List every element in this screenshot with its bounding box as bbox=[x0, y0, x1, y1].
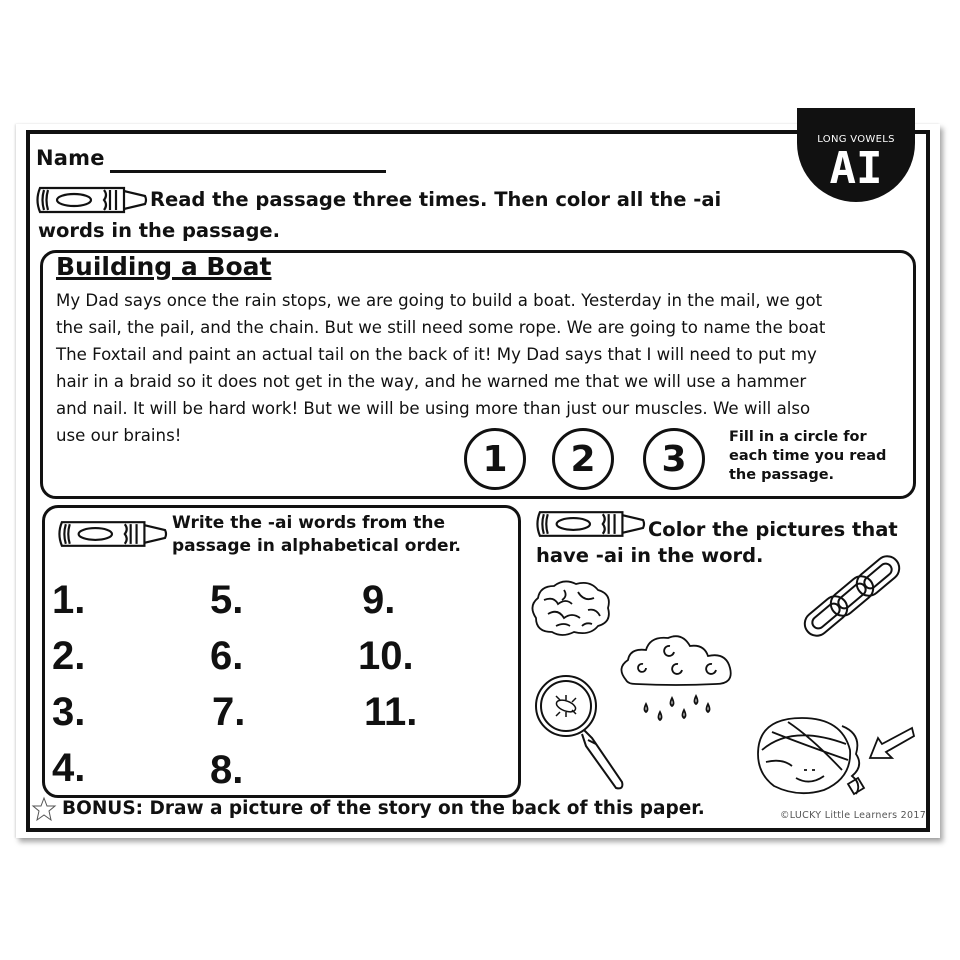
passage-line: the sail, the pail, and the chain. But we still need some rope. We are going to name the boat bbox=[56, 318, 826, 337]
name-input-line[interactable] bbox=[110, 170, 386, 173]
badge-title: AI bbox=[829, 143, 883, 194]
fill-circle-note bbox=[729, 428, 886, 485]
badge-subtitle: LONG VOWELS bbox=[817, 134, 895, 145]
crayon-icon bbox=[56, 520, 168, 548]
instruction-line-2: words in the passage. bbox=[38, 219, 281, 242]
name-label: Name bbox=[36, 146, 105, 170]
passage-line: use our brains! bbox=[56, 426, 182, 445]
read-circle-1[interactable] bbox=[464, 428, 526, 490]
long-vowels-badge bbox=[797, 108, 915, 202]
crayon-icon bbox=[534, 510, 646, 538]
passage-line: The Foxtail and paint an actual tail on the back of it! My Dad says that I will need to put my bbox=[56, 345, 817, 364]
read-circle-3[interactable] bbox=[643, 428, 705, 490]
color-instruction-line-2: have -ai in the word. bbox=[536, 544, 764, 567]
rain-cloud-picture[interactable] bbox=[616, 632, 746, 728]
magnifying-glass-picture[interactable] bbox=[532, 672, 632, 794]
girl-with-braid-picture[interactable] bbox=[752, 714, 916, 796]
fill-note-line: the passage. bbox=[729, 467, 835, 483]
answer-number-9[interactable]: 9. bbox=[362, 578, 396, 622]
read-circle-number: 1 bbox=[482, 438, 508, 480]
answer-number-10[interactable]: 10. bbox=[358, 634, 414, 678]
answer-number-11[interactable]: 11. bbox=[364, 690, 418, 734]
write-instruction-line: Write the -ai words from the bbox=[172, 513, 446, 533]
passage-line: hair in a braid so it does not get in the way, and he warned me that we will use a hammer bbox=[56, 372, 807, 391]
fill-note-line: each time you read bbox=[729, 448, 887, 464]
chain-picture[interactable] bbox=[796, 550, 906, 646]
passage-line: and nail. It will be hard work! But we will be using more than just our muscles. We will also bbox=[56, 399, 811, 418]
read-circle-number: 3 bbox=[661, 438, 687, 480]
fill-note-line: Fill in a circle for bbox=[729, 429, 867, 445]
write-instruction-line: passage in alphabetical order. bbox=[172, 536, 461, 556]
read-circle-number: 2 bbox=[570, 438, 596, 480]
instruction-line-1: Read the passage three times. Then color all the -ai bbox=[150, 188, 722, 211]
answer-number-1[interactable]: 1. bbox=[52, 578, 86, 622]
brain-picture[interactable] bbox=[528, 578, 614, 638]
answer-number-4[interactable]: 4. bbox=[52, 746, 86, 790]
answer-number-3[interactable]: 3. bbox=[52, 690, 86, 734]
bonus-instruction: BONUS: Draw a picture of the story on the back of this paper. bbox=[62, 798, 705, 819]
crayon-icon bbox=[34, 186, 148, 214]
answer-number-5[interactable]: 5. bbox=[210, 578, 244, 622]
color-instruction-line-1: Color the pictures that bbox=[648, 518, 898, 541]
write-instruction bbox=[172, 512, 461, 558]
answer-number-7[interactable]: 7. bbox=[212, 690, 246, 734]
answer-number-8[interactable]: 8. bbox=[210, 748, 244, 792]
passage-title: Building a Boat bbox=[56, 252, 272, 281]
copyright-text: ©LUCKY Little Learners 2017 bbox=[780, 810, 927, 821]
passage-text bbox=[56, 287, 908, 449]
answer-number-6[interactable]: 6. bbox=[210, 634, 244, 678]
answer-number-2[interactable]: 2. bbox=[52, 634, 86, 678]
star-icon bbox=[31, 796, 57, 822]
read-circle-2[interactable] bbox=[552, 428, 614, 490]
passage-line: My Dad says once the rain stops, we are going to build a boat. Yesterday in the mail, we got bbox=[56, 291, 823, 310]
